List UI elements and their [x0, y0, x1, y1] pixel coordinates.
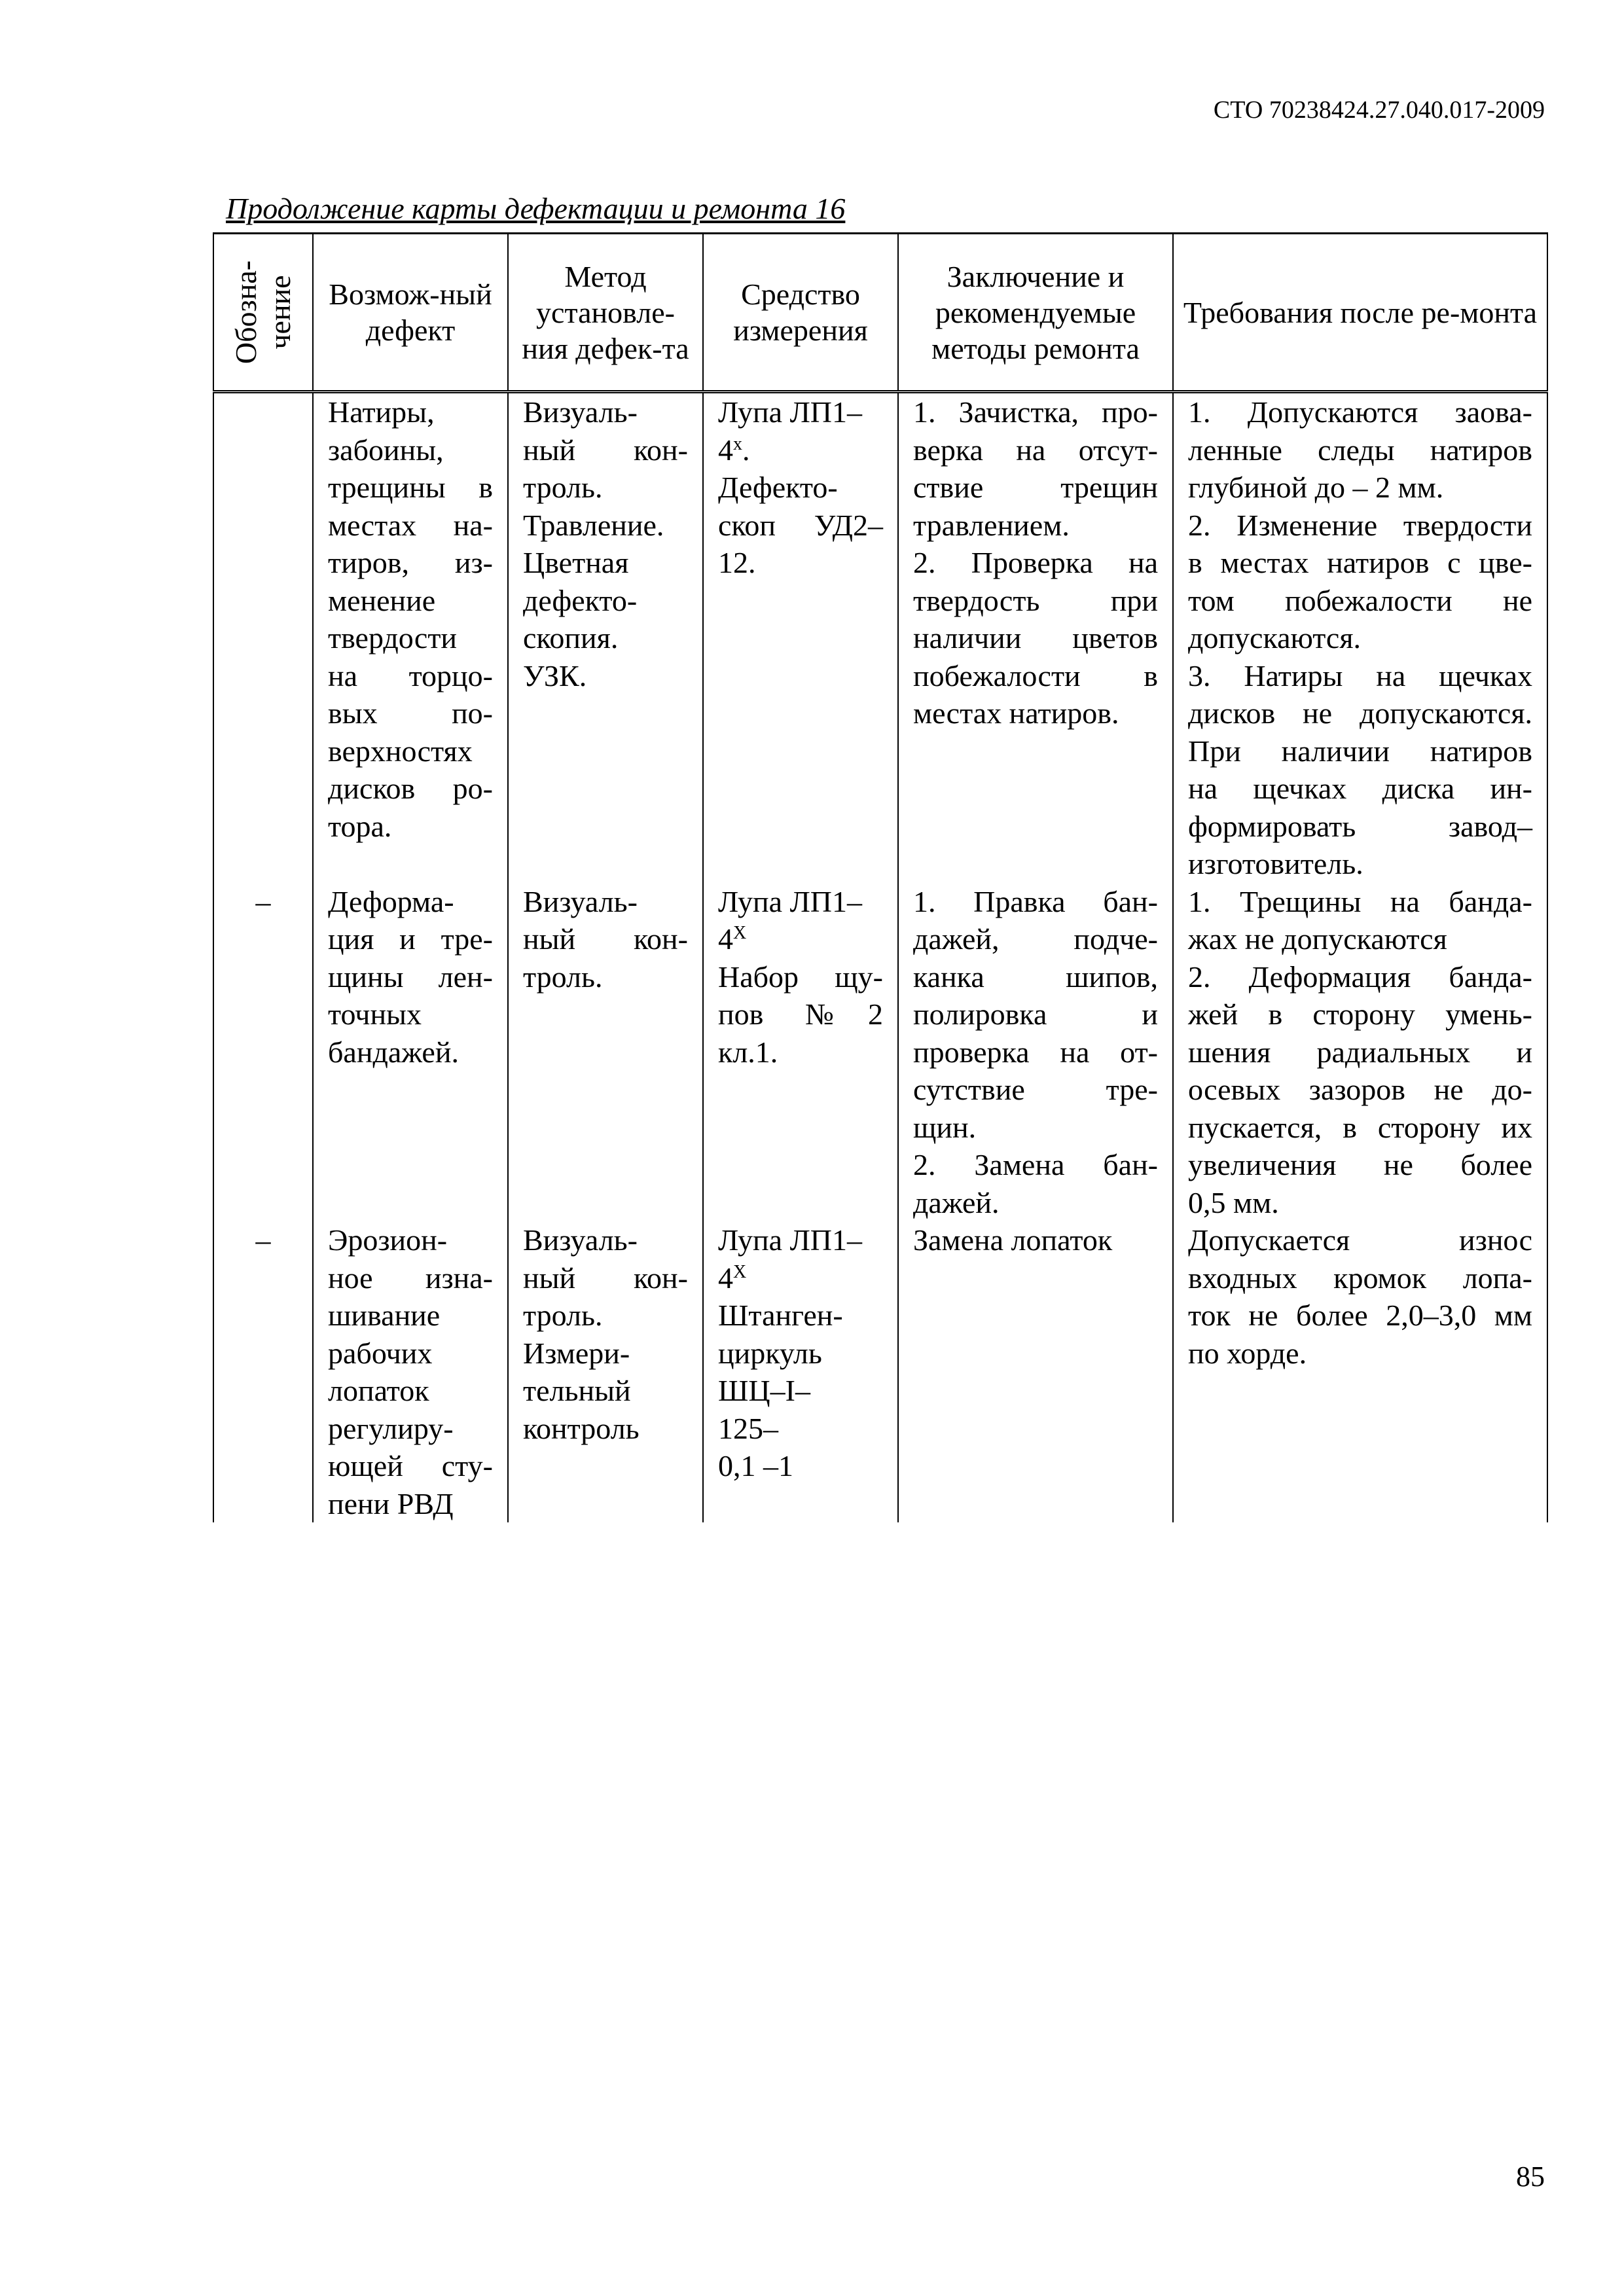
text-line: Цветная: [523, 546, 629, 579]
cell-repair: [898, 1221, 1173, 1522]
defect-repair-table: [213, 232, 1548, 1522]
text-line: Деформа-: [328, 884, 454, 918]
text-line: 3. Натиры на щечках: [1188, 658, 1532, 692]
text-line: 125–: [718, 1411, 778, 1445]
text-line: полировка и: [913, 997, 1158, 1031]
text-line: скопия.: [523, 621, 619, 655]
text-line: пускается, в сторону их: [1188, 1110, 1532, 1144]
text-line: [718, 920, 883, 958]
text-line: [718, 1259, 883, 1297]
cell-requirements: [1173, 392, 1547, 883]
cell-method: [508, 392, 703, 883]
text-line: 2. Деформация банда-: [1188, 960, 1532, 994]
text-line: на щечках диска ин-: [1188, 772, 1532, 805]
text-line: ленные следы натиров: [1188, 433, 1532, 467]
text-line: 1. Допускаются заова-: [1188, 395, 1532, 429]
text-line: 1. Правка бан-: [913, 884, 1158, 918]
text-line: 1. Зачистка, про-: [913, 395, 1158, 429]
text-line: канка шипов,: [913, 960, 1158, 994]
text-line: менение: [328, 583, 436, 617]
text-line: [718, 431, 883, 469]
text-line: ющей сту-: [328, 1449, 493, 1482]
text-line: Эрозион-: [328, 1223, 448, 1257]
text-line: Лупа ЛП1–: [718, 1223, 863, 1257]
table-header-row: [213, 234, 1547, 392]
text-line: регулиру-: [328, 1411, 454, 1445]
text-line: твердость при: [913, 583, 1158, 617]
text-line: сутствие тре-: [913, 1073, 1158, 1106]
text-line: пов №2: [718, 997, 883, 1031]
text-line: побежалости в: [913, 658, 1158, 692]
cell-tool: [703, 1221, 898, 1522]
cell-tool: [703, 883, 898, 1222]
text-line: местах на-: [328, 508, 493, 542]
text-line: Лупа ЛП1–: [718, 395, 863, 429]
text-line: наличии цветов: [913, 621, 1158, 655]
cell-designation: [213, 392, 313, 883]
text-line: увеличения не более: [1188, 1148, 1532, 1181]
superscript: X: [733, 923, 747, 943]
text-line: Дефекто-: [718, 471, 838, 504]
text-line: ное изна-: [328, 1261, 493, 1295]
text-line: изготовитель.: [1188, 847, 1363, 880]
text-line: Замена лопаток: [913, 1223, 1113, 1257]
text-line: по хорде.: [1188, 1336, 1307, 1370]
text-line: скоп УД2–: [718, 508, 883, 542]
text-line: бандажей.: [328, 1035, 459, 1069]
text-line: том побежалости не: [1188, 583, 1532, 617]
text-line: ШЦ–I–: [718, 1374, 810, 1407]
text-line: ный кон-: [523, 433, 688, 467]
text-line: тиров, из-: [328, 546, 493, 579]
cell-defect: [313, 392, 508, 883]
text-line: щины лен-: [328, 960, 493, 994]
text-line: проверка на от-: [913, 1035, 1158, 1069]
text-line: твердости: [328, 621, 458, 655]
text-line: Натиры,: [328, 395, 435, 429]
text-line: жей в сторону умень-: [1188, 997, 1532, 1031]
text-fragment: 4: [718, 1261, 733, 1295]
text-line: При наличии натиров: [1188, 734, 1532, 768]
text-line: 2. Изменение твердости: [1188, 508, 1532, 542]
table-row: [213, 1221, 1547, 1522]
cell-requirements: [1173, 1221, 1547, 1522]
text-line: циркуль: [718, 1336, 822, 1370]
text-line: Визуаль-: [523, 1223, 638, 1257]
text-line: верка на отсут-: [913, 433, 1158, 467]
text-line: местах натиров.: [913, 696, 1119, 730]
text-line: Измери-: [523, 1336, 630, 1370]
text-line: трещины в: [328, 471, 493, 504]
cell-designation: –: [213, 883, 313, 1222]
text-line: контроль: [523, 1411, 640, 1445]
text-line: УЗК.: [523, 658, 587, 692]
text-fragment: .: [742, 433, 750, 467]
text-line: Набор щу-: [718, 960, 883, 994]
text-line: ствие трещин: [913, 471, 1158, 504]
text-line: тора.: [328, 809, 392, 843]
text-line: троль.: [523, 960, 603, 994]
text-line: вых по-: [328, 696, 493, 730]
text-line: верхностях: [328, 734, 473, 768]
text-line: Штанген-: [718, 1299, 843, 1332]
text-line: кл.1.: [718, 1035, 778, 1069]
text-line: точных: [328, 997, 422, 1031]
text-line: забоины,: [328, 433, 444, 467]
text-line: пени РВД: [328, 1486, 454, 1520]
text-line: 2. Проверка на: [913, 546, 1158, 579]
table-caption: Продолжение карты дефектации и ремонта 16: [226, 192, 846, 225]
text-fragment: 4: [718, 433, 733, 467]
text-line: осевых зазоров не до-: [1188, 1073, 1532, 1106]
text-line: 0,5 мм.: [1188, 1185, 1279, 1219]
text-line: глубиной до – 2 мм.: [1188, 471, 1444, 504]
text-line: Травление.: [523, 508, 664, 542]
header-requirements: Требования после ре-монта: [1173, 234, 1547, 392]
text-line: тельный: [523, 1374, 631, 1407]
cell-requirements: [1173, 883, 1547, 1222]
cell-repair: [898, 883, 1173, 1222]
text-line: в местах натиров с цве-: [1188, 546, 1532, 579]
text-line: 0,1 –1: [718, 1449, 793, 1482]
table-row: [213, 392, 1547, 883]
text-line: 1. Трещины на банда-: [1188, 884, 1532, 918]
header-repair: Заключение и рекомендуемые методы ремонта: [898, 234, 1173, 392]
page-number: 85: [1516, 2161, 1545, 2193]
text-line: дажей, подче-: [913, 922, 1158, 956]
text-line: 2. Замена бан-: [913, 1148, 1158, 1181]
text-line: ный кон-: [523, 1261, 688, 1295]
cell-defect: [313, 1221, 508, 1522]
text-line: Визуаль-: [523, 395, 638, 429]
cell-method: [508, 1221, 703, 1522]
text-line: жах не допускаются: [1188, 922, 1447, 956]
text-line: шивание: [328, 1299, 441, 1332]
document-code: СТО 70238424.27.040.017-2009: [1213, 96, 1545, 124]
superscript: X: [733, 1261, 747, 1282]
text-line: дисков ро-: [328, 772, 493, 805]
text-line: входных кромок лопа-: [1188, 1261, 1532, 1295]
cell-tool: [703, 392, 898, 883]
text-line: на торцо-: [328, 658, 493, 692]
text-line: дажей.: [913, 1185, 1000, 1219]
text-line: Допускается износ: [1188, 1223, 1532, 1257]
header-designation: [213, 234, 313, 392]
text-line: Визуаль-: [523, 884, 638, 918]
text-line: троль.: [523, 471, 603, 504]
text-line: шения радиальных и: [1188, 1035, 1532, 1069]
text-line: ток не более 2,0–3,0 мм: [1188, 1299, 1532, 1332]
text-line: ный кон-: [523, 922, 688, 956]
text-fragment: 4: [718, 922, 733, 956]
text-line: травлением.: [913, 508, 1070, 542]
header-defect: Возмож-ный дефект: [313, 234, 508, 392]
header-method: Метод установле-ния дефек-та: [508, 234, 703, 392]
text-line: формировать завод–: [1188, 809, 1532, 843]
header-tool: Средство измерения: [703, 234, 898, 392]
text-line: рабочих: [328, 1336, 433, 1370]
text-line: дефекто-: [523, 583, 638, 617]
text-line: 12.: [718, 546, 756, 579]
superscript: x: [733, 433, 742, 454]
text-line: дисков не допускаются.: [1188, 696, 1532, 730]
text-line: троль.: [523, 1299, 603, 1332]
text-line: лопаток: [328, 1374, 429, 1407]
text-line: допускаются.: [1188, 621, 1362, 655]
cell-method: [508, 883, 703, 1222]
text-line: ция и тре-: [328, 922, 493, 956]
text-line: Лупа ЛП1–: [718, 884, 863, 918]
text-line: щин.: [913, 1110, 977, 1144]
header-designation-label: Обозна-чение: [229, 260, 297, 365]
cell-defect: [313, 883, 508, 1222]
table-row: [213, 883, 1547, 1222]
cell-repair: [898, 392, 1173, 883]
cell-designation: –: [213, 1221, 313, 1522]
